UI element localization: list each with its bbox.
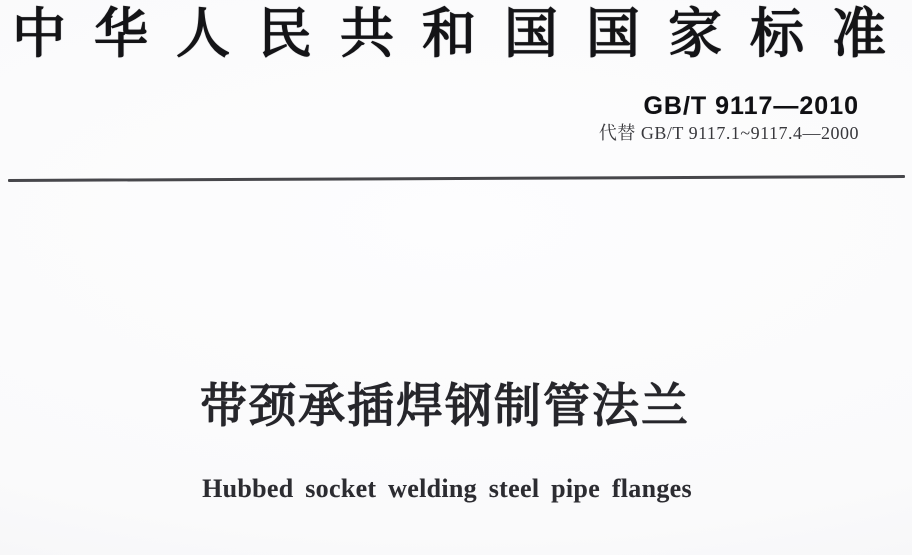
masthead-character: 准 <box>832 4 886 64</box>
standard-designation-block <box>599 93 859 144</box>
masthead-character: 标 <box>750 4 804 64</box>
masthead-character: 共 <box>340 4 394 64</box>
masthead-character: 民 <box>258 4 312 64</box>
standard-code: GB/T 9117—2010 <box>643 92 859 120</box>
masthead-character: 人 <box>176 4 230 64</box>
masthead-character: 中 <box>12 4 66 64</box>
masthead-character: 华 <box>94 4 148 64</box>
masthead-character: 国 <box>504 4 558 64</box>
masthead-character: 国 <box>586 4 640 64</box>
masthead-character: 家 <box>668 4 722 64</box>
document-title-english: Hubbed socket welding steel pipe flanges <box>202 474 692 503</box>
masthead-character: 和 <box>422 4 476 64</box>
horizontal-rule <box>8 175 905 182</box>
document-title-chinese: 带颈承插焊钢制管法兰 <box>200 379 690 432</box>
national-standard-masthead <box>0 5 912 63</box>
supersedes-note: 代替 GB/T 9117.1~9117.4—2000 <box>598 123 859 144</box>
